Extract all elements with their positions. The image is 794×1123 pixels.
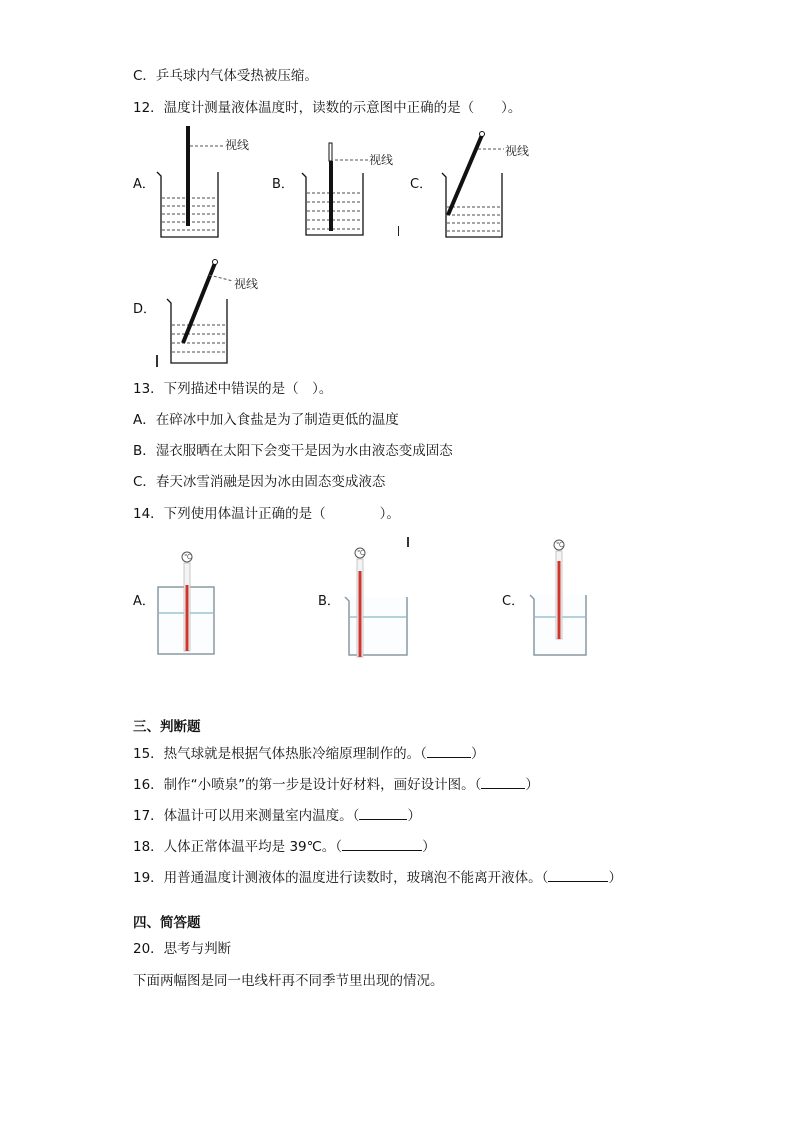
q14-option-c-label: C．	[502, 594, 525, 609]
sight-label: 视线	[225, 138, 250, 152]
q13-option-c: C．春天冰雪消融是因为冰由固态变成液态	[133, 474, 386, 490]
sight-line	[209, 275, 233, 281]
q20-title: 20．思考与判断	[133, 941, 232, 957]
q16	[133, 775, 539, 794]
q16-text: 16．制作“小喷泉”的第一步是设计好材料，画好设计图。（	[133, 777, 482, 793]
q17-answer-blank[interactable]	[359, 806, 407, 820]
q12-stem: 12．温度计测量液体温度时，读数的示意图中正确的是（ ）。	[133, 100, 522, 116]
figure-edge-mark	[156, 355, 158, 367]
q19	[133, 868, 622, 887]
svg-text:℃: ℃	[556, 541, 564, 549]
q18-text: 18．人体正常体温平均是 39℃。（	[133, 839, 343, 855]
q18	[133, 837, 436, 856]
q16-answer-blank[interactable]	[481, 775, 525, 789]
q14-stem: 14．下列使用体温计正确的是（ ）。	[133, 506, 400, 522]
thermometer	[186, 126, 190, 226]
thermometer	[448, 135, 482, 215]
q12-figure-a	[155, 120, 265, 245]
thermometer-mercury	[186, 585, 189, 651]
q13-stem: 13．下列描述中错误的是（ ）。	[133, 381, 333, 397]
figure-edge-mark	[407, 537, 409, 547]
q12-figure-b	[300, 135, 410, 245]
q14-option-b-label: B．	[318, 594, 340, 609]
q15-end: ）	[470, 746, 485, 762]
section3-title: 三、判断题	[133, 719, 201, 735]
svg-text:℃: ℃	[357, 549, 365, 557]
q12-option-b-label: B．	[272, 177, 294, 192]
sight-label: 视线	[234, 277, 259, 291]
liquid-dashes	[172, 325, 226, 352]
q17	[133, 806, 421, 825]
q13-option-a: A．在碎冰中加入食盐是为了制造更低的温度	[133, 412, 399, 428]
q12-figure-d	[165, 255, 275, 370]
q19-text: 19．用普通温度计测液体的温度进行读数时，玻璃泡不能离开液体。（	[133, 870, 549, 886]
q15	[133, 744, 484, 763]
thermometer-top	[329, 143, 332, 161]
thermometer-mercury	[558, 561, 561, 639]
thermometer-mercury	[359, 571, 362, 657]
q16-end: ）	[525, 777, 539, 793]
q14-figure-c	[528, 535, 608, 660]
q17-end: ）	[407, 808, 421, 824]
q14-option-a-label: A．	[133, 594, 155, 609]
stray-mark	[398, 226, 399, 236]
thermometer-cap	[213, 260, 218, 265]
q19-end: ）	[608, 870, 622, 886]
q20-text: 下面两幅图是同一电线杆再不同季节里出现的情况。	[133, 973, 444, 989]
sight-label: 视线	[505, 144, 530, 158]
q12-figure-c	[440, 125, 550, 245]
q12-option-d-label: D．	[133, 302, 157, 317]
q12-option-c-label: C．	[410, 177, 433, 192]
q19-answer-blank[interactable]	[548, 868, 608, 882]
thermometer-cap	[480, 132, 485, 137]
liquid-dashes	[447, 207, 501, 231]
sight-label: 视线	[369, 153, 394, 167]
q11-option-c: C．乒乓球内气体受热被压缩。	[133, 68, 318, 84]
section4-title: 四、简答题	[133, 915, 201, 931]
q12-option-a-label: A．	[133, 177, 155, 192]
svg-text:℃: ℃	[184, 553, 192, 561]
liquid-dashes	[307, 193, 362, 229]
q18-answer-blank[interactable]	[342, 837, 422, 851]
q13-option-b: B．湿衣服晒在太阳下会变干是因为水由液态变成固态	[133, 443, 453, 459]
q18-end: ）	[422, 839, 436, 855]
q14-figure-b	[343, 545, 423, 660]
q14-figure-a	[155, 545, 225, 660]
q15-text: 15．热气球就是根据气体热胀冷缩原理制作的。（	[133, 746, 427, 762]
beaker	[345, 597, 407, 655]
q15-answer-blank[interactable]	[427, 744, 471, 758]
thermometer	[329, 161, 333, 231]
q17-text: 17．体温计可以用来测量室内温度。（	[133, 808, 360, 824]
